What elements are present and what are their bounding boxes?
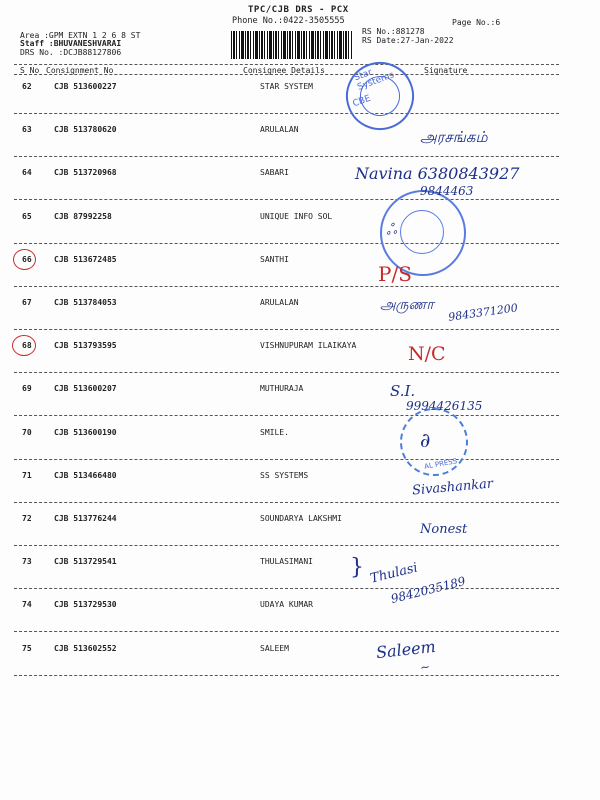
page-number: Page No.:6 [452,18,501,27]
row-sno: 65 [22,211,32,221]
signature-65: ஃ [384,221,398,239]
row-consignment-no: CJB 513780620 [54,125,117,135]
table-row [0,471,600,514]
table-row [0,341,600,384]
row-sno: 63 [22,125,32,135]
row-consignee: UDAYA KUMAR [260,600,313,610]
signature-73: Thulasi [368,560,420,587]
row-rule [14,156,559,157]
header-rule [14,64,559,65]
smile-stamp: AL PRESS [400,408,468,476]
brace-mark: } [350,555,364,580]
signature-75: Saleem [375,636,437,663]
row-consignee: SABARI [260,168,289,178]
row-consignment-no: CJB 513600190 [54,427,117,437]
table-row [0,125,600,168]
row-consignee: ARULALAN [260,125,299,135]
row-consignee: SS SYSTEMS [260,470,309,480]
rs-date: RS Date:27-Jan-2022 [362,36,454,45]
row-rule [14,286,559,287]
signature-71: Sivashankar [411,476,494,499]
table-row [0,644,600,687]
row-rule [14,675,559,676]
row-consignee: UNIQUE INFO SOL [260,211,333,221]
table-row [0,212,600,255]
mark-66-ps: P/S [378,262,412,286]
row-rule [14,459,559,460]
signature-63: அரசங்கம் [420,128,488,146]
signature-72: Nonest [420,522,468,537]
row-consignee: THULASIMANI [260,557,313,567]
row-consignment-no: CJB 513729530 [54,600,117,610]
row-consignment-no: CJB 513793595 [54,341,117,351]
row-sno: 67 [22,298,32,307]
row-consignment-no: CJB 513466480 [54,470,117,480]
row-consignment-no: CJB 513672485 [54,254,117,264]
col-signature: Signature [424,66,468,75]
staff-label: Staff :BHUVANESHVARAI [20,39,122,48]
table-row [0,82,600,125]
row-consignment-no: CJB 87992258 [54,211,112,221]
row-consignment-no: CJB 513600227 [54,82,117,91]
row-sno: 68 [22,341,32,351]
row-sno: 62 [22,82,32,91]
row-consignment-no: CJB 513784053 [54,298,117,307]
row-rule [14,372,559,373]
signature-75b: ~ [418,659,432,675]
col-consignment: Consignment No [46,66,114,75]
row-rule [14,588,559,589]
row-consignment-no: CJB 513602552 [54,643,117,653]
table-row [0,514,600,557]
row-rule [14,113,559,114]
signature-67-phone: 9843371200 [447,301,519,324]
signature-64-name: Navina 6380843927 [355,164,520,183]
row-consignment-no: CJB 513720968 [54,168,117,178]
column-rule [14,74,559,75]
row-rule [14,415,559,416]
row-rule [14,631,559,632]
row-consignee: MUTHURAJA [260,384,304,394]
row-consignee: STAR SYSTEM [260,82,313,91]
document-title: TPC/CJB DRS - PCX [248,5,349,15]
row-rule [14,329,559,330]
row-sno: 73 [22,557,32,567]
table-row [0,600,600,643]
signature-64-phone: 9844463 [420,184,474,198]
signature-69: S.I. [390,382,416,400]
area-label: Area :GPM EXTN 1 2 6 8 ST [20,31,141,40]
row-rule [14,243,559,244]
table-row [0,428,600,471]
star-systems-stamp: Star Systems CBE [336,52,423,139]
row-consignee: SANTHI [260,254,289,264]
phone-number: Phone No.:0422-3505555 [232,16,345,26]
drs-number: DRS No. :DCJB88127806 [20,48,122,57]
col-sno: S No [20,66,40,75]
mark-68-nc: N/C [408,343,446,365]
row-consignee: VISHNUPURAM ILAIKAYA [260,341,357,351]
row-rule [14,199,559,200]
row-consignment-no: CJB 513776244 [54,514,117,523]
row-rule [14,502,559,503]
col-consignee: Consignee Details [243,66,325,75]
table-row [0,384,600,427]
circle-mark-66 [13,249,36,270]
row-consignment-no: CJB 513729541 [54,557,117,567]
signature-69-phone: 9994426135 [406,399,483,413]
row-consignee: SMILE. [260,427,289,437]
row-consignee: SALEEM [260,643,289,653]
row-sno: 71 [22,470,32,480]
row-sno: 64 [22,168,32,178]
row-sno: 69 [22,384,32,394]
row-sno: 72 [22,514,32,523]
row-rule [14,545,559,546]
row-consignee: SOUNDARYA LAKSHMI [260,514,342,523]
row-sno: 75 [22,643,32,653]
barcode [231,31,353,59]
row-sno: 74 [22,600,32,610]
signature-67: அருணா [380,297,434,313]
signature-70: ∂ [420,428,431,452]
rs-number: RS No.:881278 [362,27,425,36]
signature-73-phone: 9842035189 [389,573,467,607]
row-sno: 66 [22,254,32,264]
table-row [0,255,600,298]
circle-mark-68 [12,335,36,356]
row-consignment-no: CJB 513600207 [54,384,117,394]
table-row [0,557,600,600]
row-consignee: ARULALAN [260,298,299,307]
row-sno: 70 [22,427,32,437]
